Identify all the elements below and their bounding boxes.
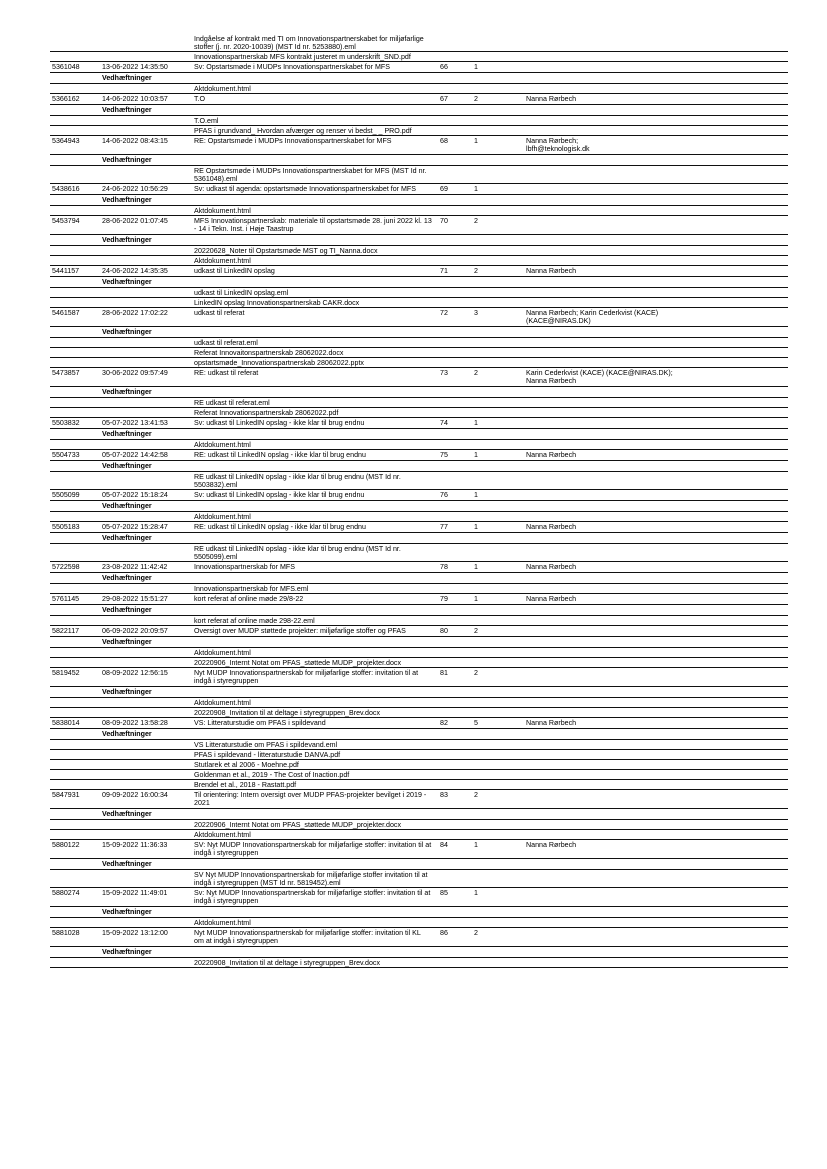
attachment-file: VS Litteraturstudie om PFAS i spildevand.eml — [194, 740, 338, 749]
record-id: 5505183 — [52, 523, 80, 531]
record-date: 05-07-2022 13:41:53 — [102, 419, 168, 427]
record-recipients — [524, 216, 674, 234]
record-date: 05-07-2022 14:42:58 — [102, 451, 168, 459]
record-row — [50, 490, 788, 501]
attachment-row — [50, 166, 788, 184]
attachment-row — [50, 918, 788, 928]
attachment-count: 2 — [474, 929, 478, 937]
record-id: 5880122 — [52, 841, 80, 849]
record-row — [50, 790, 788, 809]
attachment-file: 20220906_Internt Notat om PFAS_støttede MUDP_projekter.docx — [194, 820, 402, 829]
record-number: 84 — [440, 841, 448, 849]
attachments-label: Vedhæftninger — [102, 810, 152, 818]
attachment-row — [50, 126, 788, 136]
attachment-count: 1 — [474, 563, 478, 571]
record-number: 78 — [440, 563, 448, 571]
record-id: 5822117 — [52, 627, 80, 635]
record-subject: VS: Litteraturstudie om PFAS i spildevand — [194, 719, 326, 727]
attachments-label: Vedhæftninger — [102, 948, 152, 956]
record-date: 09-09-2022 16:00:34 — [102, 791, 168, 799]
record-recipients: Karin Cederkvist (KACE) (KACE@NIRAS.DK); Nanna Rørbech — [526, 369, 673, 385]
attachment-file: PFAS i spildevand - litteraturstudie DANVA.pdf — [194, 750, 341, 759]
attachment-count: 5 — [474, 719, 478, 727]
attachments-label: Vedhæftninger — [102, 278, 152, 286]
attachment-count: 1 — [474, 63, 478, 71]
record-row — [50, 562, 788, 573]
record-row — [50, 308, 788, 327]
attachment-file: Referat Innovaitonspartnerskab 28062022.docx — [194, 348, 344, 357]
record-subject: SV: Nyt MUDP Innovationspartnerskab for miljøfarlige stoffer: invitation til at indgå i styregruppen — [194, 841, 432, 857]
record-row — [50, 928, 788, 947]
record-id: 5847931 — [52, 791, 80, 799]
attachment-file: SV Nyt MUDP Innovationspartnerskab for miljøfarlige stoffer invitation til at indgå i styregruppen (MST Id nr. 5819452).eml — [194, 870, 428, 887]
record-recipients: Nanna Rørbech — [526, 563, 577, 571]
attachment-row — [50, 338, 788, 348]
document-page — [50, 34, 788, 968]
attachment-file: opstartsmøde_Innovationspartnerskab 28062022.pptx — [194, 358, 364, 367]
attachment-row — [50, 760, 788, 770]
attachments-header-row — [50, 859, 788, 870]
record-subject: RE: Opstartsmøde i MUDPs Innovationspartnerskabet for MFS — [194, 137, 392, 145]
record-id: 5461587 — [52, 309, 80, 317]
attachments-label: Vedhæftninger — [102, 196, 152, 204]
attachments-header-row — [50, 235, 788, 246]
attachments-header-row — [50, 327, 788, 338]
attachment-file: 20220906_Internt Notat om PFAS_støttede MUDP_projekter.docx — [194, 658, 402, 667]
record-date: 29-08-2022 15:51:27 — [102, 595, 168, 603]
attachment-count: 1 — [474, 185, 478, 193]
record-row — [50, 718, 788, 729]
attachment-count: 2 — [474, 791, 478, 799]
record-subject: Sv: udkast til LinkedIN opslag - ikke klar til brug endnu — [194, 491, 365, 499]
attachment-file: Aktdokument.html — [194, 206, 251, 215]
attachment-file: Innovationspartnerskab for MFS.eml — [194, 584, 309, 593]
record-date: 28-06-2022 17:02:22 — [102, 309, 168, 317]
attachment-row — [50, 408, 788, 418]
record-number: 79 — [440, 595, 448, 603]
record-number: 83 — [440, 791, 448, 799]
attachment-file: kort referat af online møde 298-22.eml — [194, 616, 315, 625]
attachments-header-row — [50, 195, 788, 206]
record-recipients — [524, 418, 674, 428]
attachments-label: Vedhæftninger — [102, 908, 152, 916]
record-date: 08-09-2022 12:56:15 — [102, 669, 168, 677]
attachment-row — [50, 870, 788, 888]
attachment-row — [50, 780, 788, 790]
record-row — [50, 668, 788, 687]
record-subject: MFS Innovationspartnerskab: materiale til opstartsmøde 28. juni 2022 kl. 13 - 14 i Tekn. Inst. i Høje Taastrup — [194, 217, 432, 233]
attachments-label: Vedhæftninger — [102, 534, 152, 542]
record-recipients: Nanna Rørbech — [526, 595, 577, 603]
attachments-label: Vedhæftninger — [102, 236, 152, 244]
record-row — [50, 840, 788, 859]
record-recipients: Nanna Rørbech — [526, 841, 577, 849]
record-row — [50, 216, 788, 235]
record-date: 24-06-2022 10:56:29 — [102, 185, 168, 193]
record-recipients: Nanna Rørbech — [526, 267, 577, 275]
record-subject: Oversigt over MUDP støttede projekter: miljøfarlige stoffer og PFAS — [194, 627, 406, 635]
record-number: 68 — [440, 137, 448, 145]
attachment-file: PFAS i grundvand_ Hvordan afværger og renser vi bedst_ _ PRO.pdf — [194, 126, 412, 135]
attachment-row — [50, 616, 788, 626]
attachment-row — [50, 298, 788, 308]
attachment-file: Aktdokument.html — [194, 512, 251, 521]
attachment-count: 1 — [474, 889, 478, 897]
attachments-label: Vedhæftninger — [102, 328, 152, 336]
record-id: 5722598 — [52, 563, 80, 571]
attachment-file: Aktdokument.html — [194, 256, 251, 265]
attachment-row — [50, 512, 788, 522]
record-number: 77 — [440, 523, 448, 531]
attachment-file: 20220908_Invitation til at deltage i styregruppen_Brev.docx — [194, 958, 381, 967]
attachment-count: 1 — [474, 419, 478, 427]
record-subject: RE: udkast til LinkedIN opslag - ikke klar til brug endnu — [194, 451, 366, 459]
attachment-row — [50, 246, 788, 256]
attachments-label: Vedhæftninger — [102, 606, 152, 614]
attachment-row — [50, 256, 788, 266]
record-subject: kort referat af online møde 29/8-22 — [194, 595, 304, 603]
record-recipients — [524, 888, 674, 906]
attachments-label: Vedhæftninger — [102, 730, 152, 738]
record-row — [50, 522, 788, 533]
record-date: 24-06-2022 14:35:35 — [102, 267, 168, 275]
record-number: 85 — [440, 889, 448, 897]
record-id: 5504733 — [52, 451, 80, 459]
record-id: 5438616 — [52, 185, 80, 193]
attachments-header-row — [50, 155, 788, 166]
record-recipients — [524, 928, 674, 946]
record-row — [50, 626, 788, 637]
record-id: 5364943 — [52, 137, 80, 145]
record-date: 05-07-2022 15:18:24 — [102, 491, 168, 499]
record-recipients — [524, 490, 674, 500]
attachment-row — [50, 658, 788, 668]
record-recipients: Nanna Rørbech; lbfh@teknologisk.dk — [526, 137, 590, 153]
attachment-file: RE udkast til LinkedIN opslag - ikke klar til brug endnu (MST Id nr. 5503832).eml — [194, 472, 401, 489]
attachment-file: LinkedIN opslag Innovationspartnerskab CAKR.docx — [194, 298, 360, 307]
attachments-header-row — [50, 429, 788, 440]
record-date: 23-08-2022 11:42:42 — [102, 563, 168, 571]
record-row — [50, 184, 788, 195]
record-date: 05-07-2022 15:28:47 — [102, 523, 168, 531]
attachments-label: Vedhæftninger — [102, 74, 152, 82]
record-date: 30-06-2022 09:57:49 — [102, 369, 168, 377]
attachment-file: udkast til LinkedIN opslag.eml — [194, 288, 289, 297]
record-id: 5473857 — [52, 369, 80, 377]
record-row — [50, 450, 788, 461]
attachment-row — [50, 750, 788, 760]
attachment-file: Innovationspartnerskab MFS kontrakt justeret m underskrift_SND.pdf — [194, 52, 411, 61]
attachment-file: Aktdokument.html — [194, 918, 251, 927]
record-number: 86 — [440, 929, 448, 937]
record-number: 66 — [440, 63, 448, 71]
record-recipients: Nanna Rørbech — [526, 451, 577, 459]
attachment-row — [50, 708, 788, 718]
attachment-file: Referat Innovationspartnerskab 28062022.pdf — [194, 408, 339, 417]
attachment-row — [50, 288, 788, 298]
record-subject: Sv: Opstartsmøde i MUDPs Innovationspartnerskabet for MFS — [194, 63, 390, 71]
attachment-file: RE udkast til LinkedIN opslag - ikke klar til brug endnu (MST Id nr. 5505099).eml — [194, 544, 401, 561]
attachments-label: Vedhæftninger — [102, 502, 152, 510]
attachment-count: 1 — [474, 523, 478, 531]
record-date: 15-09-2022 13:12:00 — [102, 929, 168, 937]
attachments-label: Vedhæftninger — [102, 462, 152, 470]
attachment-row — [50, 34, 788, 52]
attachment-count: 1 — [474, 491, 478, 499]
attachment-row — [50, 398, 788, 408]
record-row — [50, 266, 788, 277]
attachment-row — [50, 116, 788, 126]
record-date: 28-06-2022 01:07:45 — [102, 217, 168, 225]
attachment-file: RE udkast til referat.eml — [194, 398, 270, 407]
record-number: 75 — [440, 451, 448, 459]
record-id: 5503832 — [52, 419, 80, 427]
record-recipients — [524, 668, 674, 686]
record-id: 5505099 — [52, 491, 80, 499]
attachment-row — [50, 348, 788, 358]
attachment-file: Goldenman et al., 2019 - The Cost of Inaction.pdf — [194, 770, 350, 779]
attachments-label: Vedhæftninger — [102, 430, 152, 438]
attachments-header-row — [50, 461, 788, 472]
attachment-count: 1 — [474, 841, 478, 849]
attachment-count: 3 — [474, 309, 478, 317]
attachments-header-row — [50, 573, 788, 584]
attachments-header-row — [50, 277, 788, 288]
attachment-row — [50, 770, 788, 780]
attachment-row — [50, 440, 788, 450]
attachments-label: Vedhæftninger — [102, 574, 152, 582]
attachment-row — [50, 52, 788, 62]
record-row — [50, 888, 788, 907]
record-date: 15-09-2022 11:49:01 — [102, 889, 168, 897]
attachment-file: Aktdokument.html — [194, 84, 251, 93]
record-number: 76 — [440, 491, 448, 499]
attachment-count: 2 — [474, 669, 478, 677]
attachment-file: 20220628_Noter til Opstartsmøde MST og TI_Nanna.docx — [194, 246, 378, 255]
record-subject: Nyt MUDP Innovationspartnerskab for miljøfarlige stoffer: invitation til KL om at indgå i styregruppen — [194, 929, 421, 945]
attachment-file: udkast til referat.eml — [194, 338, 258, 347]
record-id: 5453794 — [52, 217, 80, 225]
record-subject: Til orientering: Intern oversigt over MUDP PFAS-projekter bevilget i 2019 - 2021 — [194, 791, 427, 807]
record-row — [50, 368, 788, 387]
attachments-header-row — [50, 73, 788, 84]
attachments-header-row — [50, 533, 788, 544]
record-number: 81 — [440, 669, 448, 677]
attachment-row — [50, 740, 788, 750]
record-date: 15-09-2022 11:36:33 — [102, 841, 168, 849]
record-id: 5881028 — [52, 929, 80, 937]
record-date: 13-06-2022 14:35:50 — [102, 63, 168, 71]
attachments-header-row — [50, 501, 788, 512]
attachments-label: Vedhæftninger — [102, 688, 152, 696]
attachments-label: Vedhæftninger — [102, 388, 152, 396]
attachment-row — [50, 84, 788, 94]
attachment-file: Aktdokument.html — [194, 830, 251, 839]
attachments-header-row — [50, 809, 788, 820]
record-recipients — [524, 62, 674, 72]
record-number: 80 — [440, 627, 448, 635]
record-number: 71 — [440, 267, 448, 275]
record-number: 74 — [440, 419, 448, 427]
record-row — [50, 594, 788, 605]
record-subject: RE: udkast til LinkedIN opslag - ikke klar til brug endnu — [194, 523, 366, 531]
attachment-row — [50, 206, 788, 216]
record-subject: udkast til referat — [194, 309, 245, 317]
attachments-header-row — [50, 105, 788, 116]
record-number: 82 — [440, 719, 448, 727]
record-id: 5441157 — [52, 267, 80, 275]
attachments-header-row — [50, 605, 788, 616]
record-subject: RE: udkast til referat — [194, 369, 259, 377]
attachment-count: 2 — [474, 369, 478, 377]
record-id: 5761145 — [52, 595, 80, 603]
record-recipients: Nanna Rørbech — [526, 95, 577, 103]
record-subject: Nyt MUDP Innovationspartnerskab for miljøfarlige stoffer: invitation til at indgå i styregruppen — [194, 669, 419, 685]
attachment-row — [50, 584, 788, 594]
attachments-header-row — [50, 907, 788, 918]
record-number: 70 — [440, 217, 448, 225]
record-recipients — [524, 184, 674, 194]
record-subject: Sv: Nyt MUDP Innovationspartnerskab for miljøfarlige stoffer: invitation til at indgå i styregruppen — [194, 889, 431, 905]
attachments-label: Vedhæftninger — [102, 106, 152, 114]
attachment-count: 2 — [474, 95, 478, 103]
attachment-file: RE Opstartsmøde i MUDPs Innovationspartnerskabet for MFS (MST Id nr. 5361048).eml — [194, 166, 427, 183]
record-recipients — [524, 626, 674, 636]
record-number: 67 — [440, 95, 448, 103]
record-id: 5838014 — [52, 719, 80, 727]
attachments-header-row — [50, 947, 788, 958]
record-date: 08-09-2022 13:58:28 — [102, 719, 168, 727]
record-number: 72 — [440, 309, 448, 317]
record-recipients — [524, 790, 674, 808]
attachment-file: Stutlarek et al 2006 - Moehne.pdf — [194, 760, 299, 769]
attachment-count: 1 — [474, 451, 478, 459]
attachments-header-row — [50, 637, 788, 648]
record-row — [50, 418, 788, 429]
attachment-count: 2 — [474, 267, 478, 275]
attachment-row — [50, 820, 788, 830]
record-row — [50, 62, 788, 73]
attachment-count: 1 — [474, 595, 478, 603]
record-recipients: Nanna Rørbech; Karin Cederkvist (KACE) (KACE@NIRAS.DK) — [526, 309, 659, 325]
attachments-label: Vedhæftninger — [102, 156, 152, 164]
record-subject: udkast til LinkedIN opslag — [194, 267, 275, 275]
attachment-count: 2 — [474, 627, 478, 635]
record-date: 14-06-2022 10:03:57 — [102, 95, 168, 103]
attachment-file: 20220908_Invitation til at deltage i styregruppen_Brev.docx — [194, 708, 381, 717]
record-row — [50, 94, 788, 105]
attachment-count: 2 — [474, 217, 478, 225]
attachment-file: Aktdokument.html — [194, 648, 251, 657]
attachment-file: Indgåelse af kontrakt med TI om Innovationspartnerskabet for miljøfarlige stoffer (j. nr. 2020-10039) (MST Id nr. 5253880).eml — [194, 34, 424, 51]
attachment-count: 1 — [474, 137, 478, 145]
attachment-row — [50, 958, 788, 968]
record-id: 5880274 — [52, 889, 80, 897]
attachments-label: Vedhæftninger — [102, 860, 152, 868]
record-recipients: Nanna Rørbech — [526, 719, 577, 727]
attachment-file: Aktdokument.html — [194, 698, 251, 707]
record-number: 73 — [440, 369, 448, 377]
attachment-file: Brendel et al., 2018 - Rastatt.pdf — [194, 780, 297, 789]
record-subject: Innovationspartnerskab for MFS — [194, 563, 295, 571]
attachment-row — [50, 830, 788, 840]
record-id: 5366162 — [52, 95, 80, 103]
record-subject: T.O — [194, 95, 206, 103]
attachment-row — [50, 698, 788, 708]
attachments-header-row — [50, 729, 788, 740]
attachments-header-row — [50, 387, 788, 398]
attachment-row — [50, 648, 788, 658]
record-recipients: Nanna Rørbech — [526, 523, 577, 531]
attachment-file: T.O.eml — [194, 116, 219, 125]
record-date: 06-09-2022 20:09:57 — [102, 627, 168, 635]
record-date: 14-06-2022 08:43:15 — [102, 137, 168, 145]
attachment-row — [50, 472, 788, 490]
record-number: 69 — [440, 185, 448, 193]
attachments-header-row — [50, 687, 788, 698]
record-row — [50, 136, 788, 155]
record-id: 5361048 — [52, 63, 80, 71]
attachment-row — [50, 358, 788, 368]
record-subject: Sv: udkast til agenda: opstartsmøde Innovationspartnerskabet for MFS — [194, 185, 416, 193]
attachment-file: Aktdokument.html — [194, 440, 251, 449]
attachments-label: Vedhæftninger — [102, 638, 152, 646]
record-id: 5819452 — [52, 669, 80, 677]
record-subject: Sv: udkast til LinkedIN opslag - ikke klar til brug endnu — [194, 419, 365, 427]
attachment-row — [50, 544, 788, 562]
